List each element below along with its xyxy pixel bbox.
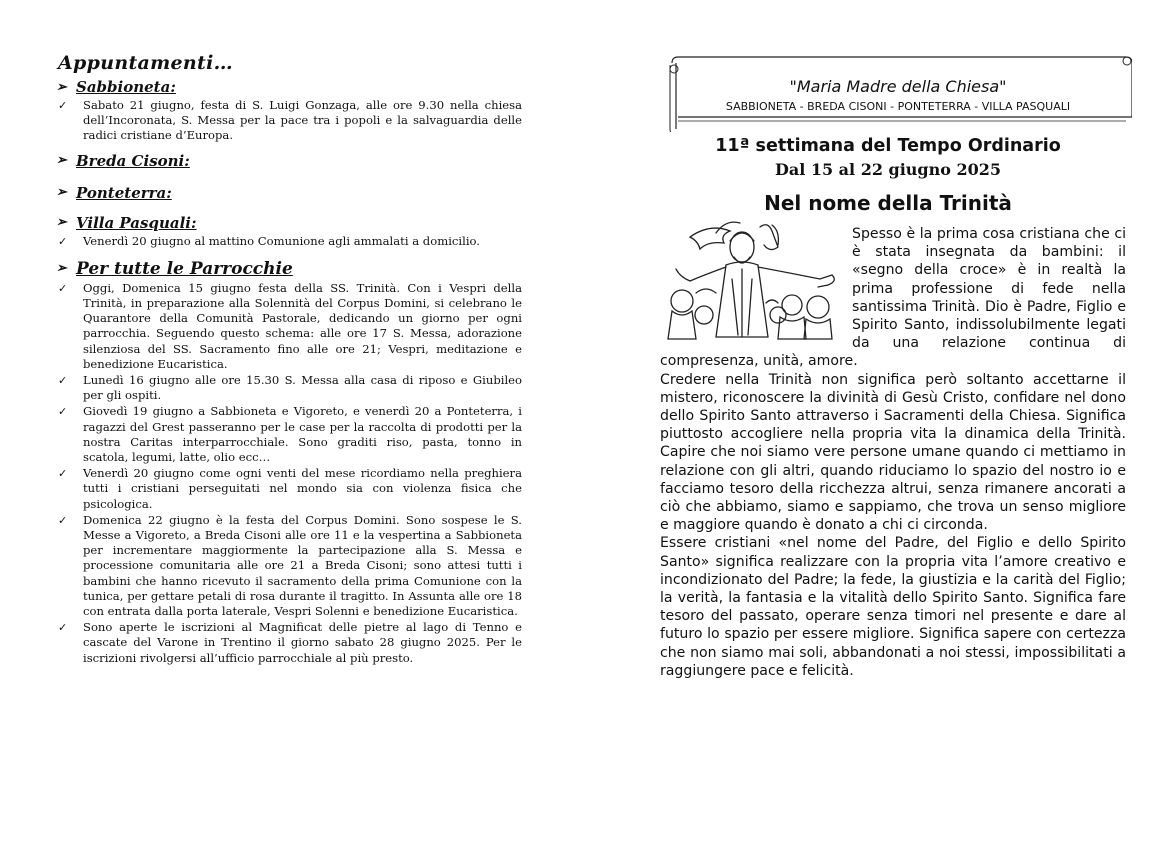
article-body (660, 225, 1126, 680)
appointments-column (56, 52, 522, 674)
arrow-icon: ➢ (56, 185, 67, 201)
list-item: ✓ Sabato 21 giugno, festa di S. Luigi Gonzaga, alle ore 9.30 nella chiesa dell’Incoronata, S. Messa per la pace tra i popoli e la salvaguardia delle radici cristiane d’Europa. (58, 98, 522, 143)
check-icon: ✓ (58, 467, 68, 481)
parish-title: "Maria Madre della Chiesa" (789, 77, 1007, 96)
list-item: ✓ Oggi, Domenica 15 giugno festa della SS. Trinità. Con i Vespri della Trinità, in preparazione alla Solennità del Corpus Domini, si celebrano le Quarantore della Comunità Pastorale, dedicando un giorno per ogni parrocchia. Seguendo questo schema: alle ore 17 S. Messa, adorazione silenziosa del SS. Sacramento fino alle ore 21; Vespri, meditazione e benedizione Eucaristica. (58, 280, 522, 371)
article-paragraph: Credere nella Trinità non significa però soltanto accettarne il mistero, riconoscere la divinità di Gesù Cristo, confidare nel dono dello Spirito Santo attraverso i Sacramenti della Chiesa. Significa piuttosto accogliere nella propria vita la dinamica della Trinità. Capire che noi siamo vere persone umane quando ci mettiamo in relazione con gli altri, quando riduciamo lo spazio del nostro io e facciamo tesoro della ricchezza altrui, senza rimanere ancorati a ciò che abbiamo, siamo e sappiamo, che trova un senso migliore e maggiore quando è donato a chi ci circonda. (660, 371, 1126, 534)
section-all-parishes: ➢ Per tutte le Parrocchie (56, 258, 293, 279)
sabbioneta-list (56, 98, 522, 144)
check-icon: ✓ (58, 621, 68, 635)
arrow-icon: ➢ (56, 79, 67, 95)
all-parishes-list (56, 281, 522, 666)
list-item: ✓ Venerdì 20 giugno al mattino Comunione agli ammalati a domicilio. (58, 233, 480, 248)
section-ponteterra: ➢ Ponteterra: (56, 183, 172, 202)
article-title: Nel nome della Trinità (764, 191, 1012, 215)
parish-header-scroll (664, 55, 1132, 132)
arrow-icon: ➢ (56, 215, 67, 231)
list-item: ✓ Giovedì 19 giugno a Sabbioneta e Vigoreto, e venerdì 20 a Ponteterra, i ragazzi del Grest passeranno per le case per la raccolta di prodotti per la nostra Caritas interparrocchiale. Sono graditi riso, pasta, tonno in scatola, legumi, latte, olio ecc… (58, 404, 522, 465)
article-paragraph: Spesso è la prima cosa cristiana che ci è stata insegnata da bambini: il «segno della croce» è in realtà la prima professione di fede nella santissima Trinità. Dio è Padre, Figlio e Spirito Santo, indissolubilmente legati da una relazione continua di compresenza, unità, amore. (660, 226, 1126, 370)
parish-places: SABBIONETA - BREDA CISONI - PONTETERRA - VILLA PASQUALI (725, 100, 1071, 113)
list-item: ✓ Venerdì 20 giugno come ogni venti del mese ricordiamo nella preghiera tutti i cristiani perseguitati nel mondo sia con violenza fisica che psicologica. (58, 466, 522, 511)
check-icon: ✓ (58, 374, 68, 388)
list-item: ✓ Domenica 22 giugno è la festa del Corpus Domini. Sono sospese le S. Messe a Vigoreto, a Breda Cisoni alle ore 11 e la vespertina a Sabbioneta per incrementare maggiormente la partecipazione alla S. Messa e processione comunitaria alle ore 21 a Breda Cisoni; sono attesi tutti i bambini che hanno ricevuto il sacramento della prima Comunione con la tunica, per gettare petali di rosa durante il tragitto. In Assunta alle ore 18 con entrata dalla porta laterale, Vespri Solenni e benedizione Eucaristica. (58, 512, 522, 619)
villa-pasquali-list (56, 234, 522, 249)
check-icon: ✓ (58, 281, 68, 295)
check-icon: ✓ (58, 513, 68, 527)
section-villa-pasquali: ➢ Villa Pasquali: (56, 213, 197, 232)
article-paragraph: Essere cristiani «nel nome del Padre, del Figlio e dello Spirito Santo» significa realizzare con la propria vita l’amore creativo e incondizionato del Padre; la fede, la giustizia e la carità del Figlio; la verità, la fantasia e la vitalità dello Spirito Santo. Significa fare tesoro del passato, operare senza timori nel presente e dare al futuro lo spazio per essere migliore. Significa sapere con certezza che non siamo mai soli, abbandonati a noi stessi, impossibilitati a raggiungere pace e felicità. (660, 535, 1126, 679)
arrow-icon: ➢ (56, 261, 67, 277)
check-icon: ✓ (58, 405, 68, 419)
week-title: 11ª settimana del Tempo Ordinario (715, 136, 1061, 156)
list-item: ✓ Sono aperte le iscrizioni al Magnificat delle pietre al lago di Tenno e cascate del Varone in Trentino il giorno sabato 28 giugno 2025. Per le iscrizioni rivolgersi all’ufficio parrocchiale al più presto. (58, 620, 522, 665)
section-sabbioneta: ➢ Sabbioneta: (56, 78, 176, 96)
list-item: ✓ Lunedì 16 giugno alle ore 15.30 S. Messa alla casa di riposo e Giubileo per gli ospiti. (58, 373, 522, 403)
section-breda-cisoni: ➢ Breda Cisoni: (56, 151, 190, 170)
check-icon: ✓ (58, 99, 68, 112)
bulletin-column (660, 55, 1126, 680)
week-dates: Dal 15 al 22 giugno 2025 (774, 160, 1002, 179)
christ-with-children-illustration-icon (660, 219, 846, 343)
check-icon: ✓ (58, 234, 68, 248)
arrow-icon: ➢ (56, 153, 67, 169)
appointments-heading: Appuntamenti… (58, 52, 233, 74)
